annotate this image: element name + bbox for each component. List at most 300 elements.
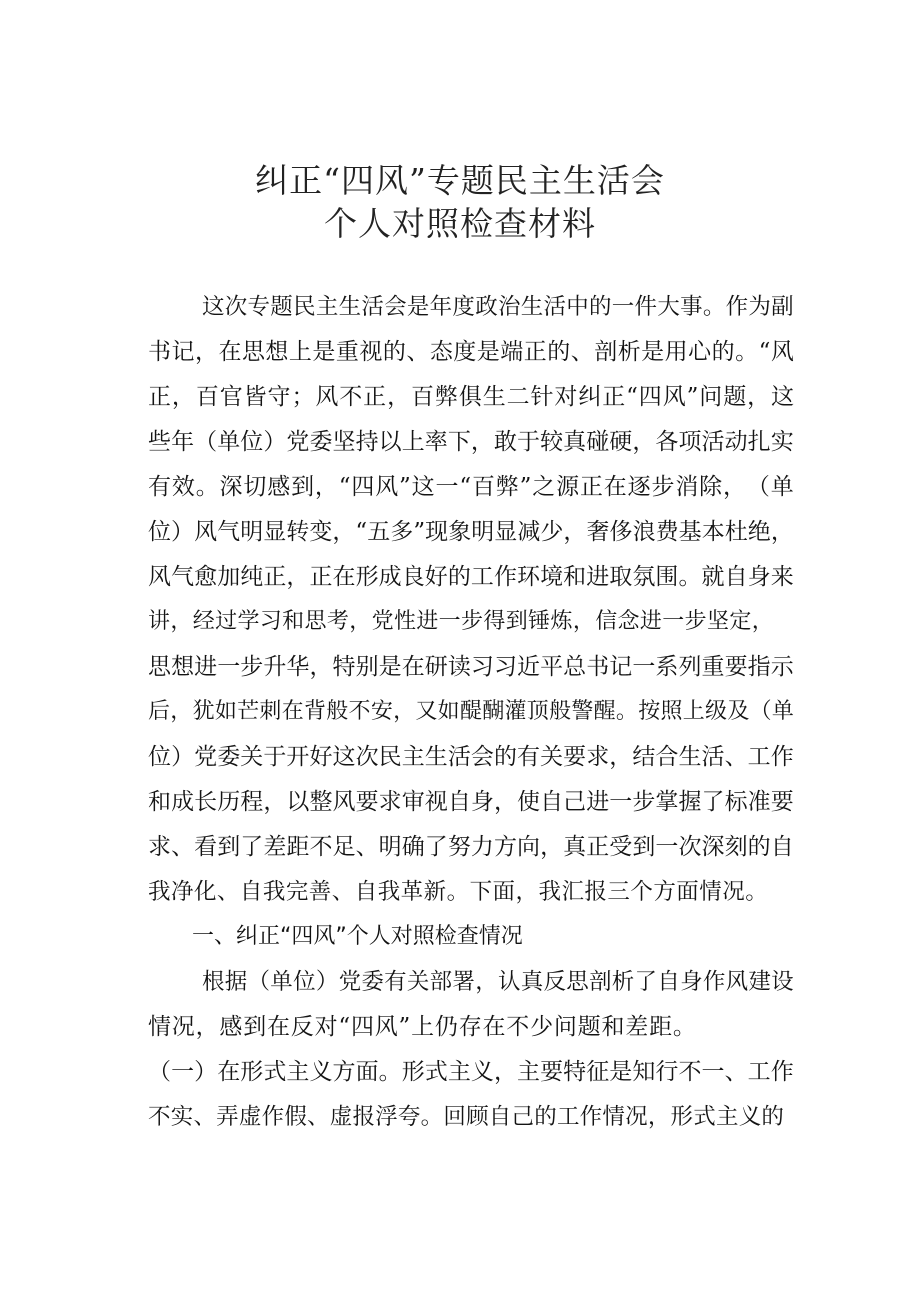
- text-char: 结: [632, 744, 656, 770]
- text-char: 平: [540, 654, 564, 680]
- text-char: 知: [632, 1059, 656, 1085]
- text-char: 次: [678, 834, 702, 860]
- text-char: 生: [678, 744, 702, 770]
- text-char: 在: [401, 654, 425, 680]
- text-char: 各: [655, 429, 679, 455]
- text-char: （: [749, 699, 772, 724]
- text-char: 般: [549, 699, 572, 724]
- text-char: 形: [355, 564, 379, 590]
- text-char: 在: [218, 339, 242, 365]
- paragraph-1-line-14: [148, 877, 768, 907]
- text-char: 使: [517, 789, 540, 815]
- text-char: 经: [192, 609, 215, 634]
- text-char: 作: [579, 1104, 603, 1130]
- text-char: 一: [632, 654, 656, 680]
- text-char: 面: [355, 1059, 379, 1085]
- text-char: 是: [476, 339, 500, 365]
- text-char: 来: [770, 564, 794, 590]
- text-char: 回: [443, 1104, 466, 1130]
- text-char: 程: [240, 789, 264, 815]
- text-char: 不: [506, 1014, 530, 1040]
- text-char: 深: [219, 474, 243, 500]
- text-char: 生: [338, 294, 362, 320]
- text-char: 仍: [434, 1014, 458, 1040]
- text-char: 少: [540, 519, 564, 545]
- text-char: 、: [570, 339, 594, 365]
- text-char: 度: [452, 294, 475, 320]
- text-char: 示: [770, 654, 794, 680]
- text-char: 夸: [397, 1104, 421, 1130]
- text-char: 为: [748, 294, 771, 320]
- text-char: 气: [217, 519, 241, 545]
- text-char: ，: [314, 474, 338, 500]
- text-char: ，: [493, 789, 517, 815]
- text-char: 到: [632, 834, 656, 860]
- text-char: 准: [747, 789, 771, 815]
- text-char: 党: [286, 429, 310, 455]
- text-char: 官: [219, 384, 243, 410]
- text-char: （: [247, 969, 271, 995]
- text-char: 报: [584, 879, 607, 905]
- text-char: 感: [267, 474, 291, 500]
- text-char: 位: [240, 429, 264, 455]
- text-char: 净: [170, 879, 194, 905]
- text-char: 习: [470, 654, 494, 680]
- text-char: 。: [378, 1059, 402, 1085]
- paragraph-3-line-2: [148, 1102, 784, 1132]
- text-char: 正: [602, 384, 626, 410]
- text-char: 硬: [609, 429, 633, 455]
- text-char: 在: [332, 564, 356, 590]
- text-char: 升: [263, 654, 287, 680]
- text-char: 得: [483, 609, 506, 634]
- text-char: 次: [224, 294, 248, 320]
- text-char: 书: [586, 654, 610, 680]
- text-char: ）: [263, 429, 287, 455]
- text-char: 定: [729, 609, 752, 634]
- text-char: 生: [520, 294, 544, 320]
- text-char: 显: [263, 519, 287, 545]
- text-char: 义: [470, 1059, 494, 1085]
- text-char: 二: [506, 384, 530, 410]
- text-char: 坚: [706, 609, 729, 634]
- text-char: 虚: [329, 1104, 353, 1130]
- text-char: ”: [519, 474, 532, 500]
- text-char: 单: [771, 699, 794, 724]
- text-char: 自: [447, 789, 471, 815]
- text-char: 纠: [578, 384, 602, 410]
- text-char: ，: [723, 474, 746, 500]
- document-title-line-2: 个人对照检查材料: [324, 204, 596, 243]
- text-char: 存: [458, 1014, 482, 1040]
- text-char: 步: [632, 789, 656, 815]
- text-char: 、: [406, 339, 430, 365]
- text-char: 较: [540, 429, 564, 455]
- text-char: 好: [424, 564, 448, 590]
- text-char: 态: [429, 339, 453, 365]
- text-char: 总: [563, 654, 587, 680]
- text-char: 我: [148, 879, 171, 905]
- text-char: 讲: [148, 609, 171, 634]
- text-char: 思: [241, 339, 265, 365]
- text-char: “: [626, 384, 638, 410]
- text-char: 在: [603, 474, 627, 500]
- text-char: 活: [361, 294, 384, 320]
- text-char: 弊: [434, 384, 458, 410]
- text-char: 自: [657, 969, 680, 995]
- text-char: 剖: [589, 969, 612, 995]
- text-char: 读: [447, 654, 471, 680]
- paragraph-1-line-5: [148, 472, 794, 502]
- text-char: 专: [247, 294, 271, 320]
- text-char: 情: [148, 1014, 171, 1040]
- text-char: 以: [378, 429, 402, 455]
- text-char: 析: [617, 339, 641, 365]
- text-char: ，: [393, 699, 416, 724]
- text-char: 愈: [194, 564, 218, 590]
- text-char: 关: [406, 969, 430, 995]
- text-char: 念: [617, 609, 640, 634]
- text-char: 况: [171, 1014, 195, 1040]
- text-char: 扎: [747, 429, 771, 455]
- text-char: 记: [609, 654, 633, 680]
- text-char: 。: [702, 294, 726, 320]
- text-char: 会: [384, 294, 407, 320]
- text-char: 要: [770, 789, 794, 815]
- text-char: （: [746, 474, 770, 500]
- text-char: 作: [702, 969, 726, 995]
- text-char: 单: [770, 474, 794, 500]
- text-char: 、: [216, 879, 240, 905]
- text-char: 次: [355, 744, 379, 770]
- text-char: 剖: [594, 339, 618, 365]
- paragraph-1-line-9: [148, 652, 794, 682]
- text-char: 作: [770, 1059, 794, 1085]
- text-char: 政: [475, 294, 498, 320]
- text-char: 。: [195, 474, 219, 500]
- text-char: 民: [378, 744, 402, 770]
- text-char: 绝: [747, 519, 771, 545]
- paragraph-1-line-13: [148, 832, 794, 862]
- text-char: 正: [363, 384, 387, 410]
- text-char: 正: [586, 834, 610, 860]
- text-char: 就: [701, 564, 725, 590]
- text-char: ，: [332, 519, 356, 545]
- text-char: 正: [523, 339, 547, 365]
- text-char: 力: [470, 834, 494, 860]
- text-char: ，: [540, 834, 564, 860]
- text-char: 工: [747, 744, 771, 770]
- text-char: 照: [660, 699, 683, 724]
- text-char: 一: [438, 609, 461, 634]
- text-char: 作: [261, 1104, 285, 1130]
- text-char: 、: [307, 1104, 330, 1130]
- text-char: 背: [303, 699, 326, 724]
- text-char: 一: [217, 654, 241, 680]
- text-char: 弊: [495, 474, 519, 500]
- text-char: 的: [711, 339, 735, 365]
- text-char: 逐: [627, 474, 651, 500]
- text-char: 党: [194, 744, 218, 770]
- text-char: 犹: [192, 699, 215, 724]
- paragraph-2-line-2: [148, 1012, 696, 1042]
- text-char: 是: [641, 339, 665, 365]
- text-char: 委: [361, 969, 384, 995]
- text-char: 的: [589, 294, 612, 320]
- text-char: 。: [420, 1104, 444, 1130]
- text-char: 深: [701, 834, 725, 860]
- text-char: 醒: [593, 699, 616, 724]
- text-char: 是: [406, 294, 430, 320]
- text-char: ，: [263, 789, 287, 815]
- text-char: 审: [401, 789, 425, 815]
- text-char: 求: [378, 789, 402, 815]
- paragraph-3-line-1: [148, 1057, 794, 1087]
- text-char: 真: [563, 834, 587, 860]
- text-char: 百: [195, 384, 219, 410]
- text-char: 性: [393, 609, 416, 634]
- text-char: 握: [678, 789, 702, 815]
- text-char: 在: [281, 699, 304, 724]
- text-char: 研: [424, 654, 448, 680]
- text-char: 四: [638, 384, 662, 410]
- text-char: 不: [309, 834, 333, 860]
- text-char: 位: [148, 744, 171, 770]
- text-char: 取: [609, 564, 633, 590]
- text-char: 上: [288, 339, 312, 365]
- text-char: 源: [556, 474, 580, 500]
- text-char: 认: [497, 969, 521, 995]
- text-char: ”: [686, 384, 699, 410]
- text-char: 要: [563, 744, 587, 770]
- text-char: 方: [332, 1059, 356, 1085]
- text-char: 不: [348, 699, 371, 724]
- text-char: 消: [675, 474, 699, 500]
- text-char: 关: [540, 744, 564, 770]
- text-char: 身: [747, 564, 771, 590]
- text-char: 是: [609, 1059, 633, 1085]
- text-char: ，: [493, 1059, 517, 1085]
- text-char: 风: [770, 339, 794, 365]
- text-char: 主: [715, 1104, 739, 1130]
- text-char: 列: [678, 654, 702, 680]
- text-char: 除: [699, 474, 723, 500]
- text-char: 记: [171, 339, 195, 365]
- text-char: 五: [367, 519, 391, 545]
- text-char: 况: [722, 879, 745, 905]
- text-char: 度: [453, 339, 477, 365]
- paragraph-1-line-12: [148, 787, 794, 817]
- text-char: 民: [293, 294, 316, 320]
- text-char: 的: [747, 834, 771, 860]
- text-char: ，: [194, 339, 218, 365]
- text-char: 问: [553, 1014, 577, 1040]
- text-char: “: [355, 519, 368, 545]
- text-char: 、: [171, 834, 195, 860]
- text-char: 基: [678, 519, 702, 545]
- text-char: ”: [398, 1014, 411, 1040]
- text-char: 警: [571, 699, 594, 724]
- text-char: ）: [194, 1059, 218, 1085]
- text-char: 情: [602, 1104, 625, 1130]
- paragraph-2-line-1: [202, 967, 794, 997]
- text-char: 一: [171, 1059, 195, 1085]
- text-char: 想: [171, 654, 195, 680]
- text-char: 一: [655, 834, 679, 860]
- text-char: 纯: [240, 564, 264, 590]
- text-char: 面: [676, 879, 699, 905]
- text-char: ，: [309, 654, 333, 680]
- text-char: 顶: [526, 699, 549, 724]
- text-char: 反: [543, 969, 566, 995]
- text-char: 少: [530, 1014, 554, 1040]
- text-char: 浪: [632, 519, 656, 545]
- text-char: 良: [401, 564, 425, 590]
- text-char: 三: [607, 879, 630, 905]
- text-char: 到: [217, 834, 241, 860]
- text-char: 些: [148, 429, 171, 455]
- text-char: 我: [262, 879, 286, 905]
- text-char: 工: [470, 564, 494, 590]
- text-char: 。: [672, 1014, 696, 1040]
- text-char: 自: [239, 879, 263, 905]
- text-char: 主: [315, 294, 339, 320]
- text-char: 弄: [216, 1104, 239, 1130]
- text-char: 芒: [237, 699, 260, 724]
- section-heading-1: 一、纠正“四风”个人对照检查情况: [192, 924, 523, 949]
- text-char: 单: [270, 969, 293, 995]
- paragraph-1-line-2: [148, 337, 794, 367]
- text-char: 身: [470, 789, 494, 815]
- text-char: 主: [286, 1059, 310, 1085]
- text-char: 我: [377, 879, 401, 905]
- text-char: 的: [761, 1104, 784, 1130]
- text-char: 治: [497, 294, 521, 320]
- text-char: 整: [309, 789, 333, 815]
- text-char: 有: [148, 474, 171, 500]
- text-char: 对: [554, 384, 578, 410]
- paragraph-1-line-3: [148, 382, 794, 412]
- text-char: 不: [678, 1059, 702, 1085]
- text-char: 和: [282, 609, 305, 634]
- text-char: 掌: [655, 789, 679, 815]
- text-char: 上: [411, 1014, 435, 1040]
- text-char: 、: [724, 1059, 748, 1085]
- text-char: 风: [725, 969, 749, 995]
- paragraph-1-line-1: [202, 292, 794, 322]
- text-char: 书: [148, 339, 171, 365]
- text-char: 又: [415, 699, 438, 724]
- text-char: 百: [471, 474, 495, 500]
- text-char: 习: [493, 654, 517, 680]
- text-char: 一: [435, 474, 459, 500]
- text-char: ）: [315, 969, 339, 995]
- text-char: 刻: [724, 834, 748, 860]
- text-char: ，: [286, 564, 310, 590]
- text-char: 了: [634, 969, 658, 995]
- text-char: 求: [148, 834, 171, 860]
- text-char: 转: [286, 519, 310, 545]
- text-char: 风: [662, 384, 686, 410]
- text-char: ，: [170, 699, 193, 724]
- paragraph-1-line-10: [148, 697, 794, 727]
- text-char: ，: [475, 969, 498, 995]
- text-char: 努: [447, 834, 471, 860]
- text-char: 变: [309, 519, 333, 545]
- text-char: 在: [266, 1014, 290, 1040]
- text-char: 习: [259, 609, 282, 634]
- text-char: 事: [680, 294, 703, 320]
- text-char: 活: [701, 429, 725, 455]
- text-char: 会: [470, 744, 494, 770]
- text-char: 加: [217, 564, 241, 590]
- text-char: 距: [286, 834, 310, 860]
- text-char: ，: [349, 609, 372, 634]
- text-char: 锤: [528, 609, 551, 634]
- text-char: 虚: [238, 1104, 262, 1130]
- text-char: ）: [171, 744, 195, 770]
- text-char: 己: [511, 1104, 535, 1130]
- text-char: 这: [411, 474, 435, 500]
- text-char: 重: [701, 654, 725, 680]
- text-char: 特: [332, 654, 356, 680]
- text-char: 党: [338, 969, 362, 995]
- text-char: 思: [304, 609, 327, 634]
- text-char: 关: [240, 744, 264, 770]
- text-char: 现: [425, 519, 449, 545]
- text-char: ，: [563, 519, 587, 545]
- text-char: 环: [517, 564, 540, 590]
- text-char: 自: [540, 789, 564, 815]
- text-char: 明: [471, 519, 495, 545]
- text-char: ，: [770, 519, 794, 545]
- text-char: 正: [263, 564, 287, 590]
- text-char: 醍: [459, 699, 482, 724]
- text-char: 大: [657, 294, 680, 320]
- text-char: 率: [424, 429, 448, 455]
- text-char: 一: [662, 609, 685, 634]
- text-char: 自: [770, 834, 794, 860]
- paragraph-1-line-7: [148, 562, 794, 592]
- text-char: 到: [505, 609, 528, 634]
- text-char: 作: [770, 744, 794, 770]
- text-char: 和: [148, 789, 171, 815]
- text-char: 差: [263, 834, 287, 860]
- text-char: 义: [738, 1104, 762, 1130]
- text-char: 持: [355, 429, 379, 455]
- text-char: 是: [312, 339, 336, 365]
- text-char: 实: [770, 429, 794, 455]
- text-char: ，: [609, 744, 633, 770]
- text-char: 单: [217, 429, 241, 455]
- text-char: 炼: [550, 609, 573, 634]
- text-char: 作: [725, 294, 749, 320]
- text-char: 历: [217, 789, 241, 815]
- text-char: 真: [520, 969, 544, 995]
- text-char: 醐: [482, 699, 505, 724]
- text-char: ，: [170, 609, 193, 634]
- text-char: 指: [747, 654, 771, 680]
- text-char: 活: [701, 744, 725, 770]
- text-char: 刺: [259, 699, 282, 724]
- text-char: 用: [664, 339, 688, 365]
- text-char: ，: [171, 384, 195, 410]
- text-char: 件: [634, 294, 658, 320]
- text-char: 进: [586, 564, 610, 590]
- text-char: 要: [724, 654, 748, 680]
- text-char: 在: [217, 1059, 241, 1085]
- text-char: 步: [240, 654, 264, 680]
